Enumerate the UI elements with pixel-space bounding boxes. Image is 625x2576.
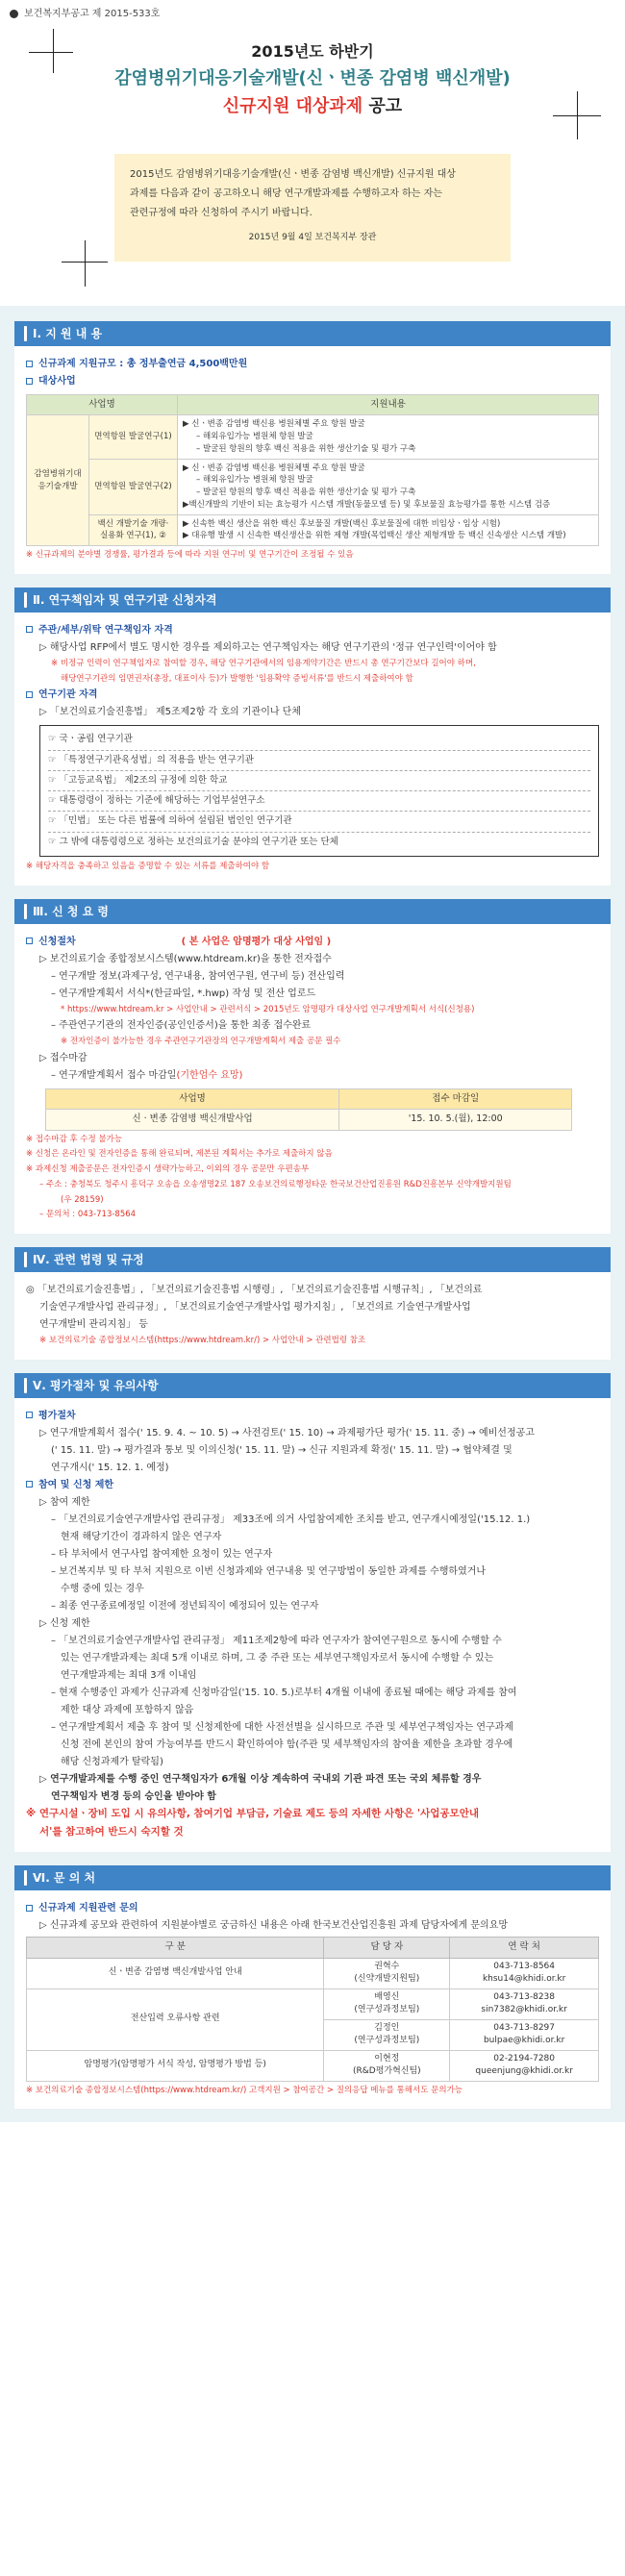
scale-text: 신규과제 지원규모 : 총 정부출연금 4,500백만원 [38, 359, 248, 369]
text-line: * https://www.htdream.kr > 사업안내 > 관련서식 > 2015년도 암명평가 대상사업 연구개발계획서 서식(신청용) [61, 1004, 475, 1014]
text-line: ▷ 신규과제 공모와 관련하여 지원분야별로 궁금하신 내용은 아래 한국보건산업진흥원 과제 담당자에게 문의요망 [39, 1920, 509, 1932]
text-line: ※ 비정규 인력이 연구책임자로 참여할 경우, 해당 연구기관에서의 임용계약기간은 반드시 총 연구기간보다 길어야 하며, [51, 658, 476, 668]
subheading-text: 신청절차 [38, 936, 76, 947]
notice-number-bar [0, 0, 625, 27]
text-line: – 「보건의료기술연구개발사업 관리규정」 제11조제2항에 따라 연구자가 참여연구원으로 동시에 수행할 수 [51, 1635, 502, 1646]
subheading-text: 평가절차 [38, 1410, 76, 1421]
section-application [14, 899, 611, 1235]
list-item-text: 그 밖에 대통령령으로 정하는 보건의료기술 분야의 연구기관 또는 단체 [59, 836, 338, 847]
list-item-text: 대통령령이 정하는 기준에 해당하는 기업부설연구소 [59, 795, 265, 806]
deadline-table [45, 1088, 572, 1131]
text-line: ▷ 해당사업 RFP에서 별도 명시한 경우를 제외하고는 연구책임자는 해당 연구기관의 '정규 연구인력'이어야 함 [39, 641, 497, 653]
section-header [14, 1247, 611, 1272]
section-title: Ⅱ. 연구책임자 및 연구기관 신청자격 [33, 592, 217, 607]
list-item: ☞ 「고등교육법」 제2조의 규정에 의한 학교 [48, 771, 590, 791]
text-line: – 주관연구기관의 전자인증(공인인증서)을 통한 최종 접수완료 [51, 1020, 312, 1032]
note-line: ※ 과제신청 제출공문은 전자인증시 생략가능하고, 이외의 경우 공문만 우편송부 [26, 1164, 310, 1174]
deadline-label: – 연구개발계획서 접수 마감일 [51, 1070, 177, 1081]
title-line-1: 2015년도 하반기 [251, 42, 374, 61]
sub-cell: 면역항원 발굴연구(1) [89, 415, 178, 459]
contact-name: 배영신 [374, 1991, 400, 2002]
targets-line [26, 374, 599, 388]
text-line: ▷ 접수마감 [39, 1053, 88, 1063]
square-bullet-icon [26, 938, 33, 944]
section-support [14, 321, 611, 574]
table-cell [324, 1958, 450, 1988]
institution-list [39, 725, 599, 857]
subheading [26, 1478, 599, 1492]
text-line: 수행 중에 있는 경우 [61, 1583, 144, 1594]
section-note: ※ 보건의료기술 종합정보시스템(https://www.htdream.kr/) 고객지원 > 참여공간 > 질의응답 메뉴를 통해서도 문의가능 [26, 2085, 462, 2095]
subheading-text: 연구기관 자격 [38, 689, 98, 701]
contact-team: (연구성과정보팀) [354, 2005, 420, 2014]
table-header: 연 락 처 [450, 1938, 599, 1958]
section-header [14, 1373, 611, 1398]
notice-line: 과제를 다음과 같이 공고하오니 해당 연구개발과제를 수행하고자 하는 자는 [130, 188, 442, 199]
text-line: ▷ 연구개발과제를 수행 중인 연구책임자가 6개월 이상 계속하여 국내외 기관 파견 또는 국외 체류할 경우 [39, 1773, 482, 1785]
content-line: ▶ 신속한 백신 생산을 위한 백신 후보물질 개발(백신 후보물질에 대한 비임상ㆍ임상 시험) [183, 518, 501, 529]
subheading [26, 1409, 599, 1423]
deadline-line [26, 1068, 599, 1083]
table-cell [324, 2019, 450, 2050]
target-table [26, 394, 599, 546]
contact-team: (신약개발지원팀) [354, 1974, 420, 1984]
table-header: 사업명 [46, 1089, 339, 1110]
signature: 2015년 9월 4일 보건복지부 장관 [248, 233, 377, 242]
table-header: 지원내용 [178, 395, 599, 415]
header-bar-icon [24, 904, 27, 919]
text-line: 연구개시(' 15. 12. 1. 예정) [51, 1462, 169, 1473]
section-header [14, 321, 611, 346]
crosshair-decoration [62, 262, 108, 263]
list-item: ☞ 대통령령이 정하는 기준에 해당하는 기업부설연구소 [48, 791, 590, 812]
section-header [14, 1865, 611, 1890]
deadline-warning: (기한엄수 요망) [176, 1070, 243, 1081]
square-bullet-icon [26, 1412, 33, 1418]
section-title: Ⅳ. 관련 법령 및 규정 [33, 1253, 144, 1266]
contact-phone: 043-713-8238 [493, 1991, 556, 2002]
notice-line: 2015년도 감염병위기대응기술개발(신ㆍ변종 감염병 백신개발) 신규지원 대상 [130, 169, 456, 180]
notice-box [114, 154, 511, 262]
table-cell: '15. 10. 5.(월), 12:00 [339, 1110, 572, 1130]
header-bar-icon [24, 1252, 27, 1267]
square-bullet-icon [26, 361, 33, 367]
bullet-icon [10, 10, 18, 18]
note-line: ※ 접수마감 후 수정 불가능 [26, 1134, 123, 1144]
text-line: ▷ 보건의료기술 종합정보시스템(www.htdream.kr)을 통한 전자접수 [39, 953, 332, 964]
list-item: ☞ 그 밖에 대통령령으로 정하는 보건의료기술 분야의 연구기관 또는 단체 [48, 836, 338, 847]
text-line: ▷ 신청 제한 [39, 1617, 90, 1629]
section-header [14, 588, 611, 613]
contact-table [26, 1937, 599, 2081]
table-header: 구 분 [27, 1938, 324, 1958]
table-cell: 신 · 변종 감염병 백신개발사업 [46, 1110, 339, 1130]
content-line: – 해외유입가능 병원체 항원 발굴 [196, 432, 313, 441]
table-header: 사업명 [27, 395, 178, 415]
section-title: Ⅰ. 지 원 내 용 [33, 327, 103, 340]
square-bullet-icon [26, 626, 33, 633]
title-line-3 [0, 93, 625, 119]
table-cell [450, 1958, 599, 1988]
table-cell [450, 2050, 599, 2081]
subheading [26, 935, 599, 949]
list-item-text: 「민법」 또는 다른 법률에 의하여 설립된 법인인 연구기관 [59, 815, 292, 827]
section-title: Ⅴ. 평가절차 및 유의사항 [33, 1378, 159, 1392]
content-line: – 발굴된 항원의 향후 백신 적용을 위한 생산기술 및 평가 구축 [196, 488, 416, 497]
warning-line: ※ 연구시설ㆍ장비 도입 시 유의사항, 참여기업 부담금, 기술료 제도 등의 자세한 사항은 '사업공모안내 [26, 1807, 479, 1819]
contact-email[interactable]: sin7382@khidi.or.kr [481, 2005, 567, 2014]
content-line: ▶ 신ㆍ변종 감염병 백신용 병원체별 주요 항원 발굴 [183, 463, 365, 473]
text-line: 연구개발과제는 최대 3개 이내임 [61, 1669, 197, 1681]
sub-cell: 면역항원 발굴연구(2) [89, 459, 178, 514]
subheading [26, 1901, 599, 1915]
content-cell [178, 514, 599, 546]
contact-team: (R&D평가혁신팀) [352, 2066, 421, 2076]
page-title [0, 40, 625, 119]
section-note: ※ 보건의료기술 종합정보시스템(https://www.htdream.kr/) > 사업안내 > 관련법령 참조 [39, 1336, 366, 1345]
section-header [14, 899, 611, 924]
note-line: – 주소 : 충청북도 청주시 흥덕구 오송읍 오송생명2로 187 오송보건의료행정타운 한국보건산업진흥원 R&D진흥본부 신약개발지원팀 [39, 1179, 512, 1189]
subheading-text: 주관/세부/위탁 연구책임자 자격 [38, 624, 173, 636]
sub-cell: 백신 개발기술 개량·실용화 연구(1), ② [89, 514, 178, 546]
table-cell: 신ㆍ변종 감염병 백신개발사업 안내 [27, 1958, 324, 1988]
text-line: 현재 해당기간이 경과하지 않은 연구자 [61, 1531, 222, 1542]
contact-phone: 043-713-8564 [493, 1961, 556, 1971]
section-regulations [14, 1247, 611, 1360]
crosshair-decoration [85, 240, 86, 287]
text-line: – 최종 연구종료예정일 이전에 정년퇴직이 예정되어 있는 연구자 [51, 1600, 319, 1612]
text-line: – 「보건의료기술연구개발사업 관리규정」 제33조에 의거 사업참여제한 조치를 받고, 연구개시예정일('15.12. 1.) [51, 1513, 531, 1525]
content-line: ▶ 신ㆍ변종 감염병 백신용 병원체별 주요 항원 발굴 [183, 419, 365, 430]
text-line: 해당 신청과제가 탈락됨) [61, 1756, 163, 1767]
note-line: ※ 신청은 온라인 및 전자인증을 통해 완료되며, 제본된 계획서는 추가로 제출하지 않음 [26, 1149, 333, 1160]
content-line: ▶ 대유행 발생 시 신속한 백신생산을 위한 제형 개발(목업백신 생산 제형개발 등 백신 신속생산 시스템 개발) [183, 531, 566, 541]
header-area [0, 0, 625, 306]
contact-email[interactable]: khsu14@khidi.or.kr [482, 1974, 566, 1984]
text-line: – 보건복지부 및 타 부처 지원으로 이번 신청과제와 연구내용 및 연구방법이 동일한 과제를 수행하였거나 [51, 1565, 487, 1577]
square-bullet-icon [26, 691, 33, 698]
text-line: ※ 전자인증이 불가능한 경우 주관연구기관장의 연구개발계획서 제출 공문 필수 [61, 1037, 341, 1047]
anonymous-eval-note: ( 본 사업은 암명평가 대상 사업임 ) [181, 936, 332, 947]
text-line: ▷ 참여 제한 [39, 1496, 90, 1508]
content-line: – 해외유입가능 병원체 항원 발굴 [196, 475, 313, 486]
note-line: – 문의처 : 043-713-8564 [39, 1210, 137, 1220]
text-line: 연구책임자 변경 등의 승인을 받아야 함 [51, 1790, 216, 1802]
table-cell: 암명평가(암명평가 서식 작성, 암명평가 방법 등) [27, 2050, 324, 2081]
section-note: ※ 해당자격을 충족하고 있음을 증명할 수 있는 서류를 제출하여야 함 [26, 861, 270, 871]
section-contact [14, 1865, 611, 2109]
text-line: 연구개발비 관리지침」 등 [39, 1319, 148, 1330]
contact-name: 이현정 [374, 2053, 400, 2063]
content-cell [178, 415, 599, 459]
scale-line [26, 357, 599, 371]
content-line: ▶백신개발의 기반이 되는 효능평가 시스템 개발(동물모델 등) 및 후보물질 효능평가를 통한 시스템 검증 [183, 499, 551, 510]
subheading [26, 688, 599, 702]
list-item: ☞ 국ㆍ공립 연구기관 [48, 730, 590, 750]
list-item-text: 「특정연구기관육성법」의 적용을 받는 연구기관 [59, 754, 254, 765]
note-line: (우 28159) [61, 1194, 104, 1205]
content-line: – 발굴된 항원의 향후 백신 적용을 위한 생산기술 및 평가 구축 [196, 443, 416, 454]
square-bullet-icon [26, 1481, 33, 1488]
list-item: ☞ 「민법」 또는 다른 법률에 의하여 설립된 법인인 연구기관 [48, 812, 590, 832]
text-line: – 타 부처에서 연구사업 참여제한 요청이 있는 연구자 [51, 1548, 273, 1560]
notice-number: 보건복지부공고 제 2015-533호 [24, 8, 161, 19]
list-item-text: 「고등교육법」 제2조의 규정에 의한 학교 [59, 774, 228, 786]
text-line-text: 「보건의료기술진흥법」, 「보건의료기술진흥법 시행령」, 「보건의료기술진흥법 시행규칙」, 「보건의료 [37, 1285, 483, 1295]
square-bullet-icon [26, 378, 33, 385]
text-line: 신청 전에 본인의 참여 가능여부를 반드시 확인하여야 함(주관 및 세부책임자의 참여율 제한을 초과할 경우에 [61, 1738, 513, 1750]
contact-email[interactable]: bulpae@khidi.or.kr [483, 2036, 565, 2045]
text-line: (' 15. 11. 말) → 평가결과 통보 및 이의신청(' 15. 11. 말) → 신규 지원과제 확정(' 15. 11. 말) → 협약체결 및 [51, 1444, 512, 1456]
text-line: ▷ 연구개발계획서 접수(' 15. 9. 4. ~ 10. 5) → 사전검토(' 15. 10) → 과제평가단 평가(' 15. 11. 중) → 예비선정공고 [39, 1427, 535, 1438]
subheading-text: 신규과제 지원관련 문의 [38, 1903, 138, 1914]
text-line [26, 1283, 599, 1297]
table-cell [450, 1988, 599, 2019]
subheading [26, 623, 599, 638]
notice-line: 관련규정에 따라 신청하여 주시기 바랍니다. [130, 208, 312, 218]
text-line: 해당연구기관의 임면권자(총장, 대표이사 등)가 발행한 '임용확약 증빙서류'를 반드시 제출하여야 함 [61, 673, 413, 684]
text-line: – 현재 수행중인 과제가 신규과제 신청마감일('15. 10. 5.)로부터 4개월 이내에 종료될 때에는 해당 과제를 참여 [51, 1687, 517, 1698]
title-suffix: 공고 [362, 96, 403, 116]
list-item-text: 국ㆍ공립 연구기관 [59, 734, 133, 745]
table-header: 접수 마감일 [339, 1089, 572, 1110]
title-line-2: 감염병위기대응기술개발(신ㆍ변종 감염병 백신개발) [114, 68, 511, 88]
section-eligibility [14, 588, 611, 886]
text-line: 제한 대상 과제에 포함하지 않음 [61, 1704, 194, 1715]
subheading-text: 참여 및 신청 제한 [38, 1479, 114, 1490]
section-title: Ⅲ. 신 청 요 령 [33, 904, 109, 918]
table-cell [450, 2019, 599, 2050]
square-bullet-icon [26, 1905, 33, 1912]
section-evaluation [14, 1373, 611, 1853]
content-cell [178, 459, 599, 514]
contact-phone: 043-713-8297 [493, 2022, 556, 2033]
content-area [0, 306, 625, 2122]
header-bar-icon [24, 592, 27, 608]
header-bar-icon [24, 326, 27, 341]
contact-name: 김정인 [374, 2022, 400, 2033]
text-line: 기술연구개발사업 관리규정」, 「보건의료기술연구개발사업 평가지침」, 「보건의료 기술연구개발사업 [39, 1302, 471, 1313]
warning-line: 서'를 참고하여 반드시 숙지할 것 [39, 1825, 184, 1838]
list-item: ☞ 「특정연구기관육성법」의 적용을 받는 연구기관 [48, 751, 590, 771]
text-line: 있는 연구개발과제는 최대 5개 이내로 하며, 그 중 주관 또는 세부연구책임자로서 동시에 수행할 수 있는 [61, 1652, 494, 1663]
text-line: – 연구개발 정보(과제구성, 연구내용, 참여연구원, 연구비 등) 전산입력 [51, 970, 345, 982]
title-highlight: 신규지원 대상과제 [222, 96, 363, 116]
header-bar-icon [24, 1870, 27, 1886]
table-cell: 전산입력 오류사항 관련 [27, 1988, 324, 2050]
text-line: – 연구개발계획서 제출 후 참여 및 신청제한에 대한 사전선별을 실시하므로 주관 및 세부연구책임자는 연구과제 [51, 1721, 514, 1733]
targets-text: 대상사업 [38, 376, 76, 387]
table-cell [324, 2050, 450, 2081]
circle-bullet-icon: ◎ [26, 1285, 38, 1295]
contact-name: 권혁수 [374, 1961, 400, 1971]
header-bar-icon [24, 1378, 27, 1393]
text-line: – 연구개발계획서 서식*(한글파일, *.hwp) 작성 및 전산 업로드 [51, 988, 316, 999]
contact-team: (연구성과정보팀) [354, 2036, 420, 2045]
contact-email[interactable]: queenjung@khidi.or.kr [475, 2066, 573, 2076]
table-cell [324, 1988, 450, 2019]
contact-phone: 02-2194-7280 [493, 2053, 556, 2063]
section-note: ※ 신규과제의 분야별 경쟁률, 평가결과 등에 따라 지원 연구비 및 연구기간이 조정될 수 있음 [26, 550, 354, 560]
section-title: Ⅵ. 문 의 처 [33, 1871, 96, 1886]
category-cell: 감염병위기대응기술개발 [27, 415, 89, 546]
table-header: 담 당 자 [324, 1938, 450, 1958]
text-line: ▷ 「보건의료기술진흥법」 제5조제2항 각 호의 기관이나 단체 [39, 707, 302, 718]
